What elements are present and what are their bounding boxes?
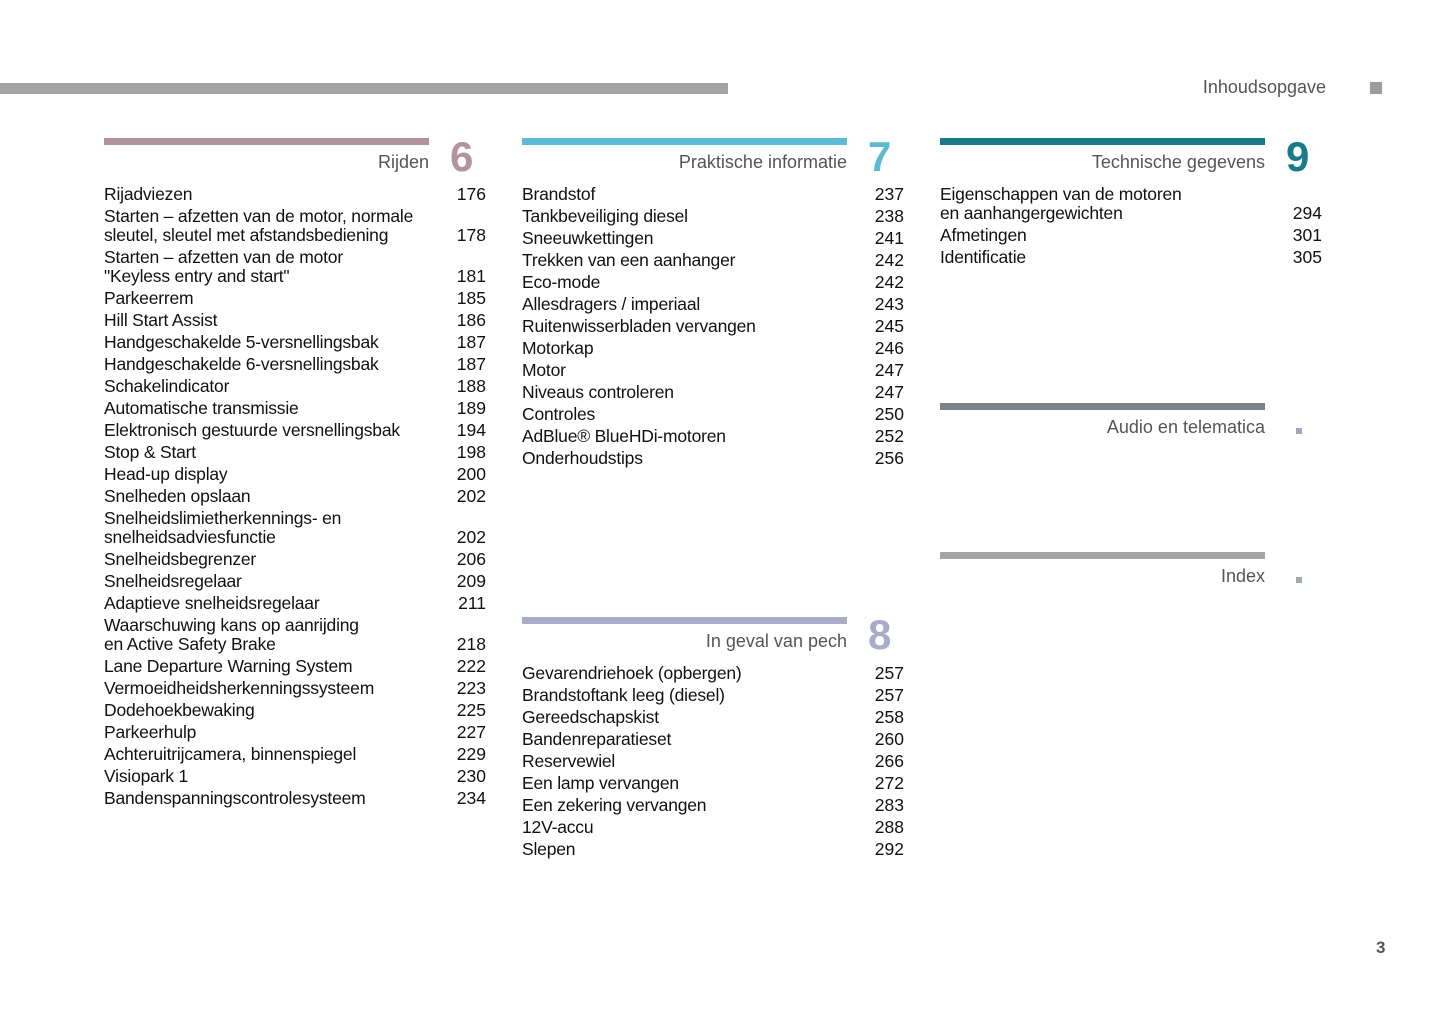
header-square-icon: [1370, 82, 1382, 94]
toc-praktisch: [522, 185, 904, 471]
section-technisch-title[interactable]: Technische gegevens: [1091, 152, 1265, 172]
section-praktisch-number: 7: [868, 133, 892, 180]
toc-pech: [522, 664, 904, 862]
section-pech-bar: [522, 617, 847, 624]
toc-item[interactable]: Brandstof 237: [522, 184, 904, 204]
toc-item[interactable]: Afmetingen 301: [940, 225, 1322, 245]
section-index-bar: [940, 552, 1265, 559]
toc-item[interactable]: Bandenreparatieset 260: [522, 729, 904, 749]
toc-rijden: [104, 185, 486, 811]
toc-item[interactable]: Identificatie 305: [940, 247, 1322, 267]
section-praktisch-title[interactable]: Praktische informatie: [678, 152, 847, 172]
page-header-title: Inhoudsopgave: [1202, 77, 1326, 97]
toc-item[interactable]: Rijadviezen 176: [104, 184, 486, 204]
section-index: [940, 552, 1265, 592]
toc-item[interactable]: Hill Start Assist 186: [104, 310, 486, 330]
toc-item[interactable]: Reservewiel 266: [522, 751, 904, 771]
toc-item[interactable]: Gevarendriehoek (opbergen) 257: [522, 663, 904, 683]
section-technisch-number: 9: [1286, 133, 1310, 180]
toc-item[interactable]: Starten – afzetten van de motor, normale sleutel, sleutel met afstandsbediening 178: [104, 206, 486, 245]
section-pech-number: 8: [868, 611, 892, 658]
section-audio-bar: [940, 403, 1265, 410]
toc-item[interactable]: 12V-accu 288: [522, 817, 904, 837]
toc-item[interactable]: Allesdragers / imperiaal 243: [522, 294, 904, 314]
section-pech: [522, 617, 847, 657]
toc-item[interactable]: Eco-mode 242: [522, 272, 904, 292]
toc-item[interactable]: Head-up display 200: [104, 464, 486, 484]
toc-item[interactable]: Sneeuwkettingen 241: [522, 228, 904, 248]
section-audio-square-icon: [1296, 428, 1302, 434]
toc-item[interactable]: Automatische transmissie 189: [104, 398, 486, 418]
toc-item[interactable]: Elektronisch gestuurde versnellingsbak 194: [104, 420, 486, 440]
section-pech-title[interactable]: In geval van pech: [705, 631, 847, 651]
toc-item[interactable]: Motorkap 246: [522, 338, 904, 358]
section-praktisch: [522, 138, 847, 178]
section-rijden-bar: [104, 138, 429, 145]
toc-item[interactable]: Een lamp vervangen 272: [522, 773, 904, 793]
section-rijden-title[interactable]: Rijden: [377, 152, 429, 172]
section-rijden-number: 6: [450, 133, 474, 180]
toc-item[interactable]: Eigenschappen van de motoren en aanhangergewichten 294: [940, 184, 1322, 223]
toc-item[interactable]: Dodehoekbewaking 225: [104, 700, 486, 720]
toc-item[interactable]: Controles 250: [522, 404, 904, 424]
toc-item[interactable]: Onderhoudstips 256: [522, 448, 904, 468]
toc-item[interactable]: Snelheidsregelaar 209: [104, 571, 486, 591]
toc-item[interactable]: Waarschuwing kans op aanrijding en Active Safety Brake 218: [104, 615, 486, 654]
header-bar: [0, 83, 728, 94]
toc-item[interactable]: Een zekering vervangen 283: [522, 795, 904, 815]
toc-technisch: [940, 185, 1322, 270]
toc-item[interactable]: Slepen 292: [522, 839, 904, 859]
toc-item[interactable]: AdBlue® BlueHDi-motoren 252: [522, 426, 904, 446]
toc-item[interactable]: Snelheidsbegrenzer 206: [104, 549, 486, 569]
toc-item[interactable]: Schakelindicator 188: [104, 376, 486, 396]
toc-item[interactable]: Parkeerhulp 227: [104, 722, 486, 742]
section-rijden: [104, 138, 429, 178]
section-audio: [940, 403, 1265, 443]
toc-item[interactable]: Tankbeveiliging diesel 238: [522, 206, 904, 226]
toc-item[interactable]: Motor 247: [522, 360, 904, 380]
toc-item[interactable]: Bandenspanningscontrolesysteem 234: [104, 788, 486, 808]
toc-item[interactable]: Snelheidslimietherkennings- en snelheidsadviesfunctie 202: [104, 508, 486, 547]
toc-item[interactable]: Snelheden opslaan 202: [104, 486, 486, 506]
toc-item[interactable]: Vermoeidheidsherkenningssysteem 223: [104, 678, 486, 698]
section-technisch-bar: [940, 138, 1265, 145]
page-number: 3: [1376, 938, 1386, 957]
toc-item[interactable]: Brandstoftank leeg (diesel) 257: [522, 685, 904, 705]
toc-item[interactable]: Ruitenwisserbladen vervangen 245: [522, 316, 904, 336]
toc-item[interactable]: Achteruitrijcamera, binnenspiegel 229: [104, 744, 486, 764]
toc-item[interactable]: Handgeschakelde 6-versnellingsbak 187: [104, 354, 486, 374]
toc-item[interactable]: Lane Departure Warning System 222: [104, 656, 486, 676]
toc-item[interactable]: Handgeschakelde 5-versnellingsbak 187: [104, 332, 486, 352]
toc-item[interactable]: Niveaus controleren 247: [522, 382, 904, 402]
toc-item[interactable]: Visiopark 1 230: [104, 766, 486, 786]
toc-item[interactable]: Trekken van een aanhanger 242: [522, 250, 904, 270]
toc-item[interactable]: Starten – afzetten van de motor "Keyless entry and start" 181: [104, 247, 486, 286]
section-praktisch-bar: [522, 138, 847, 145]
section-index-square-icon: [1296, 577, 1302, 583]
toc-item[interactable]: Stop & Start 198: [104, 442, 486, 462]
section-audio-title[interactable]: Audio en telematica: [1106, 417, 1265, 437]
section-technisch: [940, 138, 1265, 178]
section-index-title[interactable]: Index: [1220, 566, 1265, 586]
toc-item[interactable]: Gereedschapskist 258: [522, 707, 904, 727]
toc-item[interactable]: Adaptieve snelheidsregelaar 211: [104, 593, 486, 613]
toc-item[interactable]: Parkeerrem 185: [104, 288, 486, 308]
